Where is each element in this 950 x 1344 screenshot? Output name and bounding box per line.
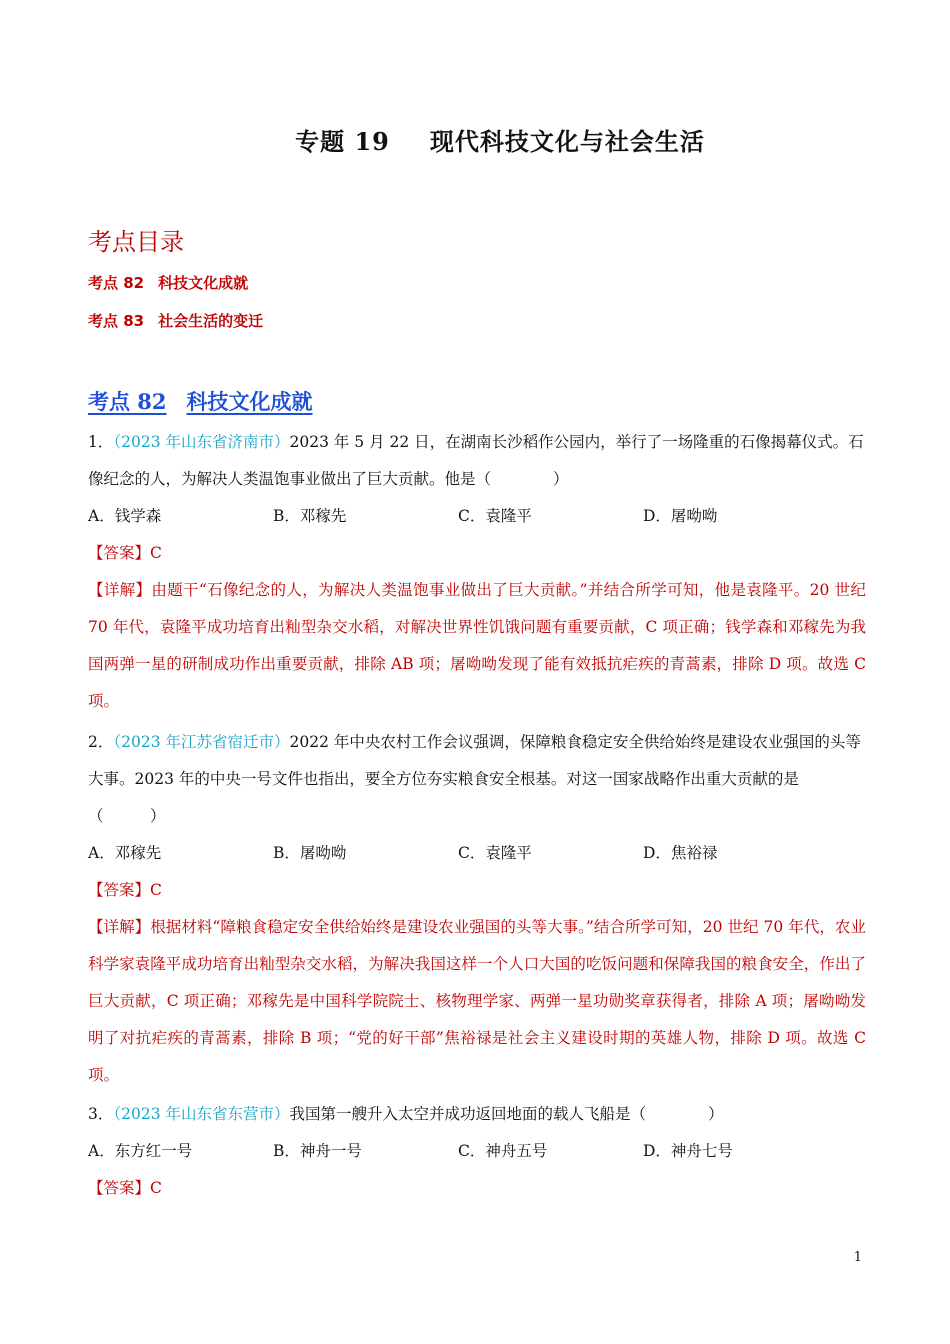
title-main: 现代科技文化与社会生活 [429, 127, 705, 156]
question-text: 我国第一艘升入太空并成功返回地面的载人飞船是（ ） [289, 1105, 724, 1123]
question-number: 1． [88, 433, 114, 451]
section-heading[interactable] [88, 386, 313, 416]
toc-item-code: 考点 83 [88, 312, 145, 330]
question-source: （2023 年山东省济南市） [113, 433, 290, 451]
toc-item-82[interactable] [88, 272, 248, 293]
explanation [88, 572, 866, 720]
option-b: B．神舟一号 [273, 1142, 362, 1160]
title-prefix: 专题 19 [295, 127, 390, 156]
answer: 【答案】C [88, 544, 162, 562]
toc-item-name: 科技文化成就 [158, 274, 249, 292]
question-options [88, 835, 866, 872]
option-c: C．袁隆平 [458, 844, 532, 862]
question-number: 3． [88, 1105, 114, 1123]
question-stem [88, 724, 866, 835]
question-options [88, 498, 866, 535]
page-number: 1 [853, 1250, 862, 1265]
option-a: A．东方红一号 [88, 1142, 193, 1160]
toc-item-83[interactable] [88, 310, 263, 331]
question-stem [88, 424, 866, 498]
explanation-label: 【详解】 [88, 581, 152, 599]
explanation-label: 【详解】 [88, 918, 151, 936]
option-c: C．神舟五号 [458, 1142, 548, 1160]
explanation [88, 909, 866, 1094]
question-source: （2023 年山东省东营市） [113, 1105, 290, 1123]
answer: 【答案】C [88, 881, 162, 899]
question-source: （2023 年江苏省宿迁市） [113, 733, 290, 751]
option-a: A．钱学森 [88, 507, 162, 525]
section-code: 考点 82 [88, 389, 167, 414]
question-text: 2022 年中央农村工作会议强调，保障粮食稳定安全供给始终是建设农业强国的头等大事。2023 年的中央一号文件也指出，要全方位夯实粮食安全根基。对这一国家战略作出重大贡献的是（ ） [88, 733, 861, 825]
question-3 [88, 1096, 866, 1207]
explanation-text: 由题干“石像纪念的人，为解决人类温饱事业做出了巨大贡献。”并结合所学可知，他是袁隆平。20 世纪 70 年代，袁隆平成功培育出籼型杂交水稻，对解决世界性饥饿问题有重要贡献，C 项正确；钱学森和邓稼先为我国两弹一星的研制成功作出重要贡献，排除 AB 项；屠呦呦发现了能有效抵抗疟疾的青蒿素，排除 D 项。故选 C 项。 [88, 581, 866, 710]
page-title [0, 122, 950, 157]
answer: 【答案】C [88, 1179, 162, 1197]
option-a: A．邓稼先 [88, 844, 162, 862]
option-d: D．屠呦呦 [643, 507, 718, 525]
section-name: 科技文化成就 [186, 389, 313, 414]
question-2 [88, 724, 866, 1094]
explanation-text: 根据材料“障粮食稳定安全供给始终是建设农业强国的头等大事。”结合所学可知，20 世纪 70 年代，农业科学家袁隆平成功培育出籼型杂交水稻，为解决我国这样一个人口大国的吃饭问题和保障我国的粮食安全，作出了巨大贡献，C 项正确；邓稼先是中国科学院院士、核物理学家、两弹一星功勋奖章获得者，排除 A 项；屠呦呦发明了对抗疟疾的青蒿素，排除 B 项；“党的好干部”焦裕禄是社会主义建设时期的英雄人物，排除 D 项。故选 C 项。 [88, 918, 866, 1084]
toc-item-name: 社会生活的变迁 [158, 312, 264, 330]
toc-heading: 考点目录 [88, 228, 184, 256]
question-text: 2023 年 5 月 22 日，在湖南长沙稻作公园内，举行了一场隆重的石像揭幕仪式。石像纪念的人，为解决人类温饱事业做出了巨大贡献。他是（ ） [88, 433, 864, 488]
question-number: 2． [88, 733, 114, 751]
option-d: D．神舟七号 [643, 1142, 733, 1160]
question-stem [88, 1096, 866, 1133]
option-b: B．邓稼先 [273, 507, 347, 525]
toc-item-code: 考点 82 [88, 274, 145, 292]
option-c: C．袁隆平 [458, 507, 532, 525]
question-options [88, 1133, 866, 1170]
option-b: B．屠呦呦 [273, 844, 347, 862]
option-d: D．焦裕禄 [643, 844, 718, 862]
question-1 [88, 424, 866, 720]
